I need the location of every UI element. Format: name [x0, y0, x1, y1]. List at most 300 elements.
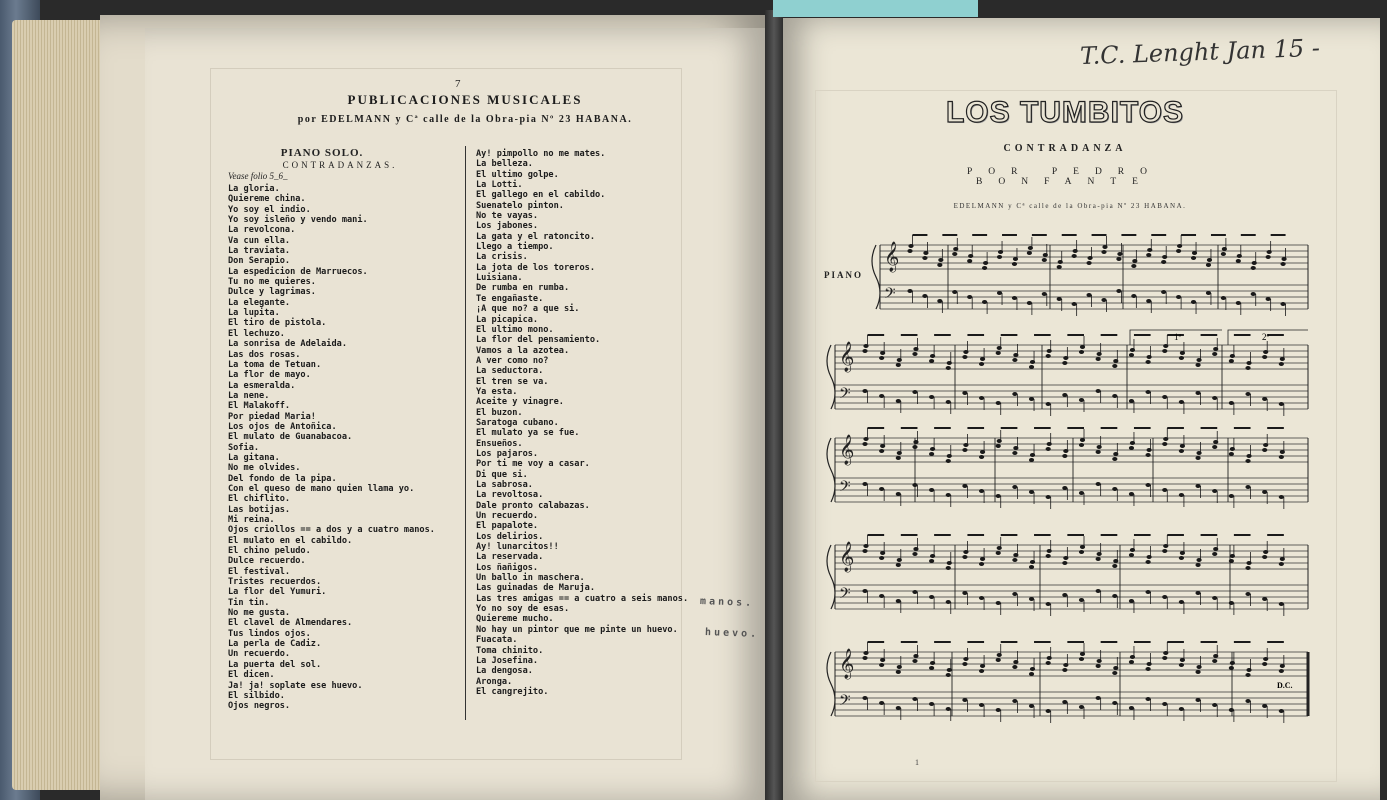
brace — [827, 545, 835, 609]
bass-note-head — [967, 295, 972, 299]
catalog-entry: La seductora. — [476, 366, 544, 377]
note-head — [1046, 447, 1051, 451]
catalog-entry: Quiereme mucho. — [476, 614, 554, 625]
catalog-entry: Aceite y vinagre. — [476, 397, 564, 408]
bass-note-head — [1027, 301, 1032, 305]
note-head — [982, 266, 987, 270]
bass-note-head — [912, 590, 917, 594]
catalog-entry: La espedicion de Marruecos. — [228, 266, 368, 277]
note-head — [1162, 442, 1167, 446]
bass-note-head — [929, 595, 934, 599]
bass-note-head — [1206, 291, 1211, 295]
foot-mark: 1 — [915, 758, 919, 767]
catalog-entry: Quiereme china. — [228, 194, 306, 205]
catalog-entry: Don Serapio. — [228, 256, 291, 267]
note-head — [1176, 249, 1181, 253]
bass-note-head — [1262, 397, 1267, 401]
bass-note-head — [996, 601, 1001, 605]
instrument-label: PIANO — [824, 270, 863, 280]
bass-note-head — [1176, 295, 1181, 299]
bass-note-head — [1079, 398, 1084, 402]
note-head — [1229, 666, 1234, 670]
catalog-entry: El tiro de pistola. — [228, 318, 327, 329]
bass-note-head — [1112, 394, 1117, 398]
note-head — [1146, 560, 1151, 564]
note-head — [1096, 357, 1101, 361]
note-head — [929, 666, 934, 670]
brace — [872, 245, 880, 309]
bass-note-head — [982, 300, 987, 304]
catalog-entry: Los ojos de Antoñica. — [228, 421, 337, 432]
catalog-entry: Un recuerdo. — [476, 511, 539, 522]
note-head — [1179, 663, 1184, 667]
bass-note-head — [1029, 597, 1034, 601]
catalog-entry: Dulce recuerdo. — [228, 556, 306, 567]
catalog-entry: Las tres amigas == a cuatro a seis manos. — [476, 593, 689, 604]
catalog-entry: Luisiana. — [476, 273, 523, 284]
note-head — [1012, 451, 1017, 455]
bass-note-head — [996, 494, 1001, 498]
note-head — [1146, 453, 1151, 457]
bass-note-head — [952, 290, 957, 294]
bass-note-head — [879, 394, 884, 398]
bass-clef: 𝄢 — [839, 692, 851, 713]
bass-note-head — [946, 707, 951, 711]
brace — [827, 438, 835, 502]
bass-note-head — [1229, 494, 1234, 498]
bass-note-head — [912, 697, 917, 701]
bass-note-head — [1229, 601, 1234, 605]
bass-note-head — [1079, 491, 1084, 495]
note-head — [1206, 263, 1211, 267]
bass-note-head — [1129, 399, 1134, 403]
bass-note-head — [979, 489, 984, 493]
note-head — [952, 252, 957, 256]
bass-note-head — [1229, 708, 1234, 712]
note-head — [1191, 256, 1196, 260]
note-head — [1057, 265, 1062, 269]
catalog-entry: La lupita. — [228, 308, 280, 319]
note-head — [1062, 561, 1067, 565]
catalog-entry: Del fondo de la pipa. — [228, 473, 337, 484]
note-head — [996, 658, 1001, 662]
bass-note-head — [862, 482, 867, 486]
da-capo-mark: D.C. — [1277, 681, 1293, 690]
bass-note-head — [1179, 400, 1184, 404]
bass-note-head — [1012, 699, 1017, 703]
note-head — [862, 349, 867, 353]
bass-note-head — [912, 483, 917, 487]
section-subheading: CONTRADANZAS. — [282, 160, 398, 170]
catalog-entry: Con el queso de mano quien llama yo. — [228, 483, 415, 494]
catalog-entry: El mulato en el cabildo. — [228, 535, 353, 546]
catalog-entry: El clavel de Almendares. — [228, 618, 353, 629]
catalog-entry: Dulce y lagrimas. — [228, 287, 316, 298]
note-head — [946, 673, 951, 677]
note-head — [1162, 656, 1167, 660]
catalog-entry: La crisis. — [476, 252, 528, 263]
catalog-entry: Llego a tiempo. — [476, 242, 554, 253]
catalog-entry: No te vayas. — [476, 211, 539, 222]
note-head — [997, 255, 1002, 259]
bass-note-head — [1046, 495, 1051, 499]
catalog-entry: Las botijas. — [228, 504, 291, 515]
catalog-entry: La Lotti. — [476, 180, 523, 191]
catalog-entry: La elegante. — [228, 297, 291, 308]
bass-note-head — [1062, 700, 1067, 704]
note-head — [1179, 556, 1184, 560]
bass-note-head — [929, 395, 934, 399]
note-head — [1131, 264, 1136, 268]
bass-note-head — [1279, 402, 1284, 406]
vease-note: Vease folio 5_6_ — [228, 171, 288, 181]
note-head — [962, 555, 967, 559]
bass-note-head — [1195, 391, 1200, 395]
note-head — [946, 566, 951, 570]
brace — [827, 345, 835, 409]
catalog-entry: Ay! pimpollo no me mates. — [476, 149, 606, 159]
catalog-entry: Aronga. — [476, 676, 513, 687]
catalog-entry: La gata y el ratoncito. — [476, 231, 595, 242]
note-head — [967, 259, 972, 263]
bass-note-head — [997, 291, 1002, 295]
bass-note-head — [1236, 301, 1241, 305]
bass-note-head — [1012, 296, 1017, 300]
bass-note-head — [1266, 297, 1271, 301]
note-head — [1195, 363, 1200, 367]
bass-note-head — [1029, 397, 1034, 401]
catalog-entry: El gallego en el cabildo. — [476, 190, 606, 201]
bass-note-head — [1062, 393, 1067, 397]
catalog-entry: Di que si. — [476, 469, 528, 480]
handwritten-note: T.C. Lenght Jan 15 - — [1079, 33, 1321, 71]
catalog-entry: Las dos rosas. — [228, 349, 301, 360]
bass-note-head — [922, 294, 927, 298]
catalog-entry: La revoltosa. — [476, 490, 544, 501]
note-head — [979, 562, 984, 566]
treble-clef: 𝄞 — [884, 242, 900, 272]
note-head — [1146, 253, 1151, 257]
catalog-entry: Yo soy el indio. — [228, 204, 311, 215]
catalog-subtitle: por EDELMANN y Cª calle de la Obra-pia Nº 23 HABANA. — [297, 114, 633, 125]
bass-note-head — [1279, 495, 1284, 499]
catalog-entry: De rumba en rumba. — [476, 283, 570, 294]
bass-note-head — [1146, 590, 1151, 594]
bass-note-head — [996, 401, 1001, 405]
bass-note-head — [1212, 489, 1217, 493]
note-head — [1279, 455, 1284, 459]
note-head — [922, 256, 927, 260]
treble-clef: 𝄞 — [839, 435, 855, 465]
bass-note-head — [1062, 486, 1067, 490]
catalog-entry: El ultimo golpe. — [476, 169, 559, 180]
bass-note-head — [862, 589, 867, 593]
catalog-entry: Un recuerdo. — [228, 649, 291, 660]
note-head — [979, 362, 984, 366]
note-head — [979, 669, 984, 673]
note-head — [879, 356, 884, 360]
note-head — [1129, 353, 1134, 357]
bass-clef: 𝄢 — [839, 385, 851, 406]
note-head — [1096, 450, 1101, 454]
bass-note-head — [1179, 707, 1184, 711]
bass-note-head — [1057, 297, 1062, 301]
bass-note-head — [896, 706, 901, 710]
note-head — [1251, 266, 1256, 270]
note-head — [929, 359, 934, 363]
bass-note-head — [1162, 395, 1167, 399]
bass-note-head — [962, 591, 967, 595]
treble-clef: 𝄞 — [839, 649, 855, 679]
note-head — [1162, 349, 1167, 353]
note-head — [912, 445, 917, 449]
bass-note-head — [1096, 589, 1101, 593]
note-head — [1179, 449, 1184, 453]
catalog-title: PUBLICACIONES MUSICALES — [347, 92, 583, 107]
bass-note-head — [1012, 592, 1017, 596]
bass-note-head — [896, 492, 901, 496]
catalog-entry: El lechuzo. — [228, 328, 285, 339]
note-head — [912, 552, 917, 556]
catalog-entry: La esmeralda. — [228, 380, 296, 391]
note-head — [1146, 360, 1151, 364]
catalog-entry: Toma chinito. — [476, 645, 544, 656]
bass-note-head — [879, 594, 884, 598]
note-head — [912, 352, 917, 356]
catalog-entry: La sonrisa de Adelaida. — [228, 339, 347, 350]
catalog-entry: Ja! ja! soplate ese huevo. — [228, 680, 363, 691]
note-head — [1212, 659, 1217, 663]
bass-note-head — [1046, 709, 1051, 713]
note-head — [1195, 563, 1200, 567]
note-head — [1262, 448, 1267, 452]
bass-note-head — [1179, 600, 1184, 604]
bass-note-head — [979, 596, 984, 600]
catalog-entry: El tren se va. — [476, 376, 549, 387]
bass-note-head — [929, 702, 934, 706]
ending-1-label: 1ª — [1174, 332, 1181, 342]
bass-note-head — [946, 600, 951, 604]
note-head — [1229, 359, 1234, 363]
catalog-entry: Ojos negros. — [228, 701, 291, 712]
bass-note-head — [1245, 592, 1250, 596]
note-head — [1086, 261, 1091, 265]
bass-clef: 𝄢 — [839, 585, 851, 606]
note-head — [962, 448, 967, 452]
note-head — [996, 351, 1001, 355]
catalog-entry: La Josefina. — [476, 655, 539, 666]
catalog-entry: Suenatelo pinton. — [476, 200, 564, 211]
bass-note-head — [1280, 302, 1285, 306]
section-heading: PIANO SOLO. — [280, 147, 364, 159]
bass-note-head — [862, 696, 867, 700]
catalog-entry: Ay! lunarcitos!! — [476, 542, 559, 553]
bass-note-head — [1096, 389, 1101, 393]
bass-note-head — [896, 599, 901, 603]
catalog-entry: Por piedad Maria! — [228, 411, 316, 422]
bass-note-head — [1096, 482, 1101, 486]
bass-note-head — [1262, 490, 1267, 494]
catalog-entry: El silbido. — [228, 690, 285, 701]
note-head — [1112, 671, 1117, 675]
bass-note-head — [996, 708, 1001, 712]
bass-note-head — [1131, 294, 1136, 298]
note-head — [946, 459, 951, 463]
catalog-entry: El chino peludo. — [228, 546, 311, 557]
note-head — [1279, 362, 1284, 366]
bass-note-head — [907, 289, 912, 293]
catalog-entry: No me olvides. — [228, 463, 301, 474]
note-head — [1266, 255, 1271, 259]
note-head — [1046, 554, 1051, 558]
note-head — [979, 455, 984, 459]
catalog-entry: La revolcona. — [228, 225, 296, 236]
catalog-entry: El buzon. — [476, 407, 523, 418]
catalog-entry: Tristes recuerdos. — [228, 577, 322, 588]
bass-note-head — [1279, 602, 1284, 606]
bass-note-head — [1191, 300, 1196, 304]
bass-note-head — [1079, 705, 1084, 709]
bass-note-head — [1195, 484, 1200, 488]
bass-note-head — [1116, 289, 1121, 293]
bass-note-head — [1212, 396, 1217, 400]
catalog-entry: Yo soy isleño y vendo mani. — [228, 215, 368, 226]
catalog-entry: El mulato de Guanabacoa. — [228, 432, 353, 443]
note-head — [1212, 445, 1217, 449]
catalog-entry: Te engañaste. — [476, 293, 544, 304]
catalog-entry: Saratoga cubano. — [476, 417, 559, 428]
bass-note-head — [1245, 485, 1250, 489]
bass-note-head — [1046, 402, 1051, 406]
bass-note-head — [1229, 401, 1234, 405]
note-head — [1161, 260, 1166, 264]
note-head — [1229, 452, 1234, 456]
note-head — [1029, 565, 1034, 569]
note-head — [896, 456, 901, 460]
note-head — [1221, 252, 1226, 256]
note-head — [1101, 250, 1106, 254]
note-head — [1079, 657, 1084, 661]
bass-note-head — [1195, 698, 1200, 702]
treble-clef: 𝄞 — [839, 342, 855, 372]
staff-systems — [827, 235, 1308, 723]
catalog-entry: Tus lindos ojos. — [228, 628, 311, 639]
note-head — [862, 656, 867, 660]
catalog-entry: Los delirios. — [476, 531, 544, 542]
bass-note-head — [1129, 706, 1134, 710]
note-head — [1245, 673, 1250, 677]
catalog-entry: Fuacata. — [476, 635, 518, 646]
bass-note-head — [979, 396, 984, 400]
note-head — [1112, 564, 1117, 568]
note-head — [1046, 354, 1051, 358]
note-head — [996, 551, 1001, 555]
bass-note-head — [1279, 709, 1284, 713]
bass-note-head — [862, 389, 867, 393]
catalog-entry: El dicen. — [228, 670, 275, 681]
note-head — [1079, 443, 1084, 447]
catalog-entry: Vamos a la azotea. — [476, 345, 570, 356]
note-head — [1280, 262, 1285, 266]
score-subtitle: CONTRADANZA — [1003, 143, 1127, 154]
note-head — [879, 663, 884, 667]
bass-note-head — [1162, 702, 1167, 706]
bass-note-head — [1146, 697, 1151, 701]
note-head — [1012, 558, 1017, 562]
bass-note-head — [1042, 292, 1047, 296]
catalog-entry: La jota de los toreros. — [476, 262, 595, 273]
note-head — [1195, 670, 1200, 674]
note-head — [896, 670, 901, 674]
catalog-entry: Los jabones. — [476, 221, 539, 232]
bass-note-head — [1262, 704, 1267, 708]
catalog-entry: Ojos criollos == a dos y a cuatro manos. — [228, 525, 435, 536]
note-head — [1029, 672, 1034, 676]
bass-note-head — [1212, 596, 1217, 600]
catalog-entry: La picapica. — [476, 314, 539, 325]
score-title: LOS TUMBITOS — [945, 96, 1185, 129]
note-head — [1096, 557, 1101, 561]
catalog-entry: Un ballo in maschera. — [476, 573, 585, 584]
catalog-entry: Dale pronto calabazas. — [476, 500, 590, 511]
catalog-entry: A ver como no? — [476, 355, 549, 366]
note-head — [1262, 662, 1267, 666]
catalog-entry: Los ñañigos. — [476, 562, 539, 573]
bass-note-head — [1096, 696, 1101, 700]
note-head — [1236, 259, 1241, 263]
note-head — [1279, 669, 1284, 673]
catalog-entry: La gloria. — [228, 184, 280, 194]
catalog-entry: Sofia. — [228, 442, 260, 453]
note-head — [1262, 555, 1267, 559]
bass-note-head — [1062, 593, 1067, 597]
note-head — [937, 263, 942, 267]
brace — [827, 652, 835, 716]
note-head — [962, 662, 967, 666]
bass-note-head — [1162, 488, 1167, 492]
bleed-through-text: manos. — [699, 596, 755, 609]
bass-note-head — [1162, 595, 1167, 599]
note-head — [1112, 457, 1117, 461]
bass-note-head — [1146, 299, 1151, 303]
note-head — [1112, 364, 1117, 368]
catalog-entry: La dengosa. — [476, 666, 533, 677]
note-head — [1212, 352, 1217, 356]
bass-note-head — [1086, 293, 1091, 297]
note-head — [1079, 350, 1084, 354]
note-head — [1179, 356, 1184, 360]
catalog-entry: La perla de Cadiz. — [228, 639, 322, 650]
catalog-entry: No hay un pintor que me pinte un huevo. — [476, 624, 678, 635]
bass-note-head — [929, 488, 934, 492]
bass-note-head — [1146, 483, 1151, 487]
bass-note-head — [1251, 292, 1256, 296]
bass-note-head — [1212, 703, 1217, 707]
note-head — [1012, 665, 1017, 669]
bass-clef: 𝄢 — [884, 285, 896, 306]
catalog-entry: El mulato ya se fue. — [476, 428, 580, 439]
note-head — [996, 444, 1001, 448]
catalog-entry: Yo no soy de esas. — [476, 604, 570, 615]
catalog-entry: El papalote. — [476, 521, 539, 532]
ending-2-label: 2ª — [1262, 332, 1269, 342]
bass-note-head — [946, 400, 951, 404]
bass-note-head — [1161, 290, 1166, 294]
note-head — [1046, 661, 1051, 665]
catalog-entry: Mi reina. — [228, 515, 275, 525]
note-head — [1129, 446, 1134, 450]
note-head — [1042, 258, 1047, 262]
